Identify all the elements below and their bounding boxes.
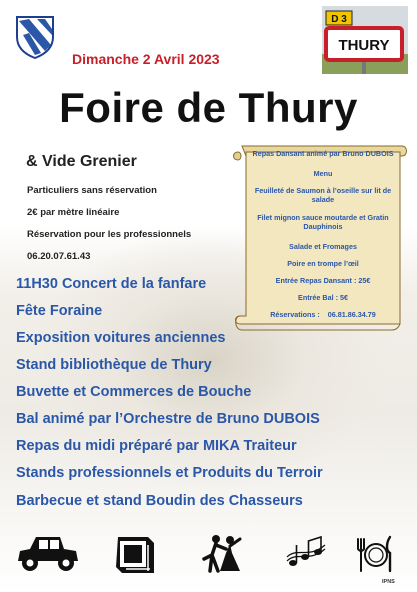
activity-item: Barbecue et stand Boudin des Chasseurs bbox=[16, 493, 303, 509]
vintage-car-icon bbox=[14, 533, 82, 575]
subtitle: & Vide Grenier bbox=[26, 153, 137, 170]
ipns-credit: IPNS bbox=[382, 579, 395, 585]
music-notes-icon bbox=[283, 533, 329, 575]
menu-price-repas: Entrée Repas Dansant : 25€ bbox=[275, 276, 371, 285]
coat-of-arms-icon bbox=[15, 15, 55, 59]
activity-item: Stands professionnels et Produits du Terroir bbox=[16, 465, 323, 481]
menu-dish: Salade et Fromages bbox=[289, 242, 357, 251]
reservations-label: Réservations : bbox=[270, 310, 320, 319]
activity-item: Repas du midi préparé par MIKA Traiteur bbox=[16, 438, 297, 454]
info-line: 2€ par mètre linéaire bbox=[27, 207, 120, 218]
cutlery-plate-icon bbox=[352, 533, 396, 575]
activity-item: Exposition voitures anciennes bbox=[16, 330, 226, 346]
menu-price-bal: Entrée Bal : 5€ bbox=[298, 293, 348, 302]
menu-scroll bbox=[232, 140, 410, 338]
menu-reservations bbox=[250, 310, 396, 319]
reservations-phone: 06.81.86.34.79 bbox=[327, 310, 376, 319]
menu-dish: Poire en trompe l’œil bbox=[287, 259, 359, 268]
menu-heading: Repas Dansant animé par Bruno DUBOIS bbox=[252, 149, 394, 158]
info-phone: 06.20.07.61.43 bbox=[27, 251, 91, 262]
event-date: Dimanche 2 Avril 2023 bbox=[72, 51, 220, 67]
menu-label: Menu bbox=[313, 169, 333, 178]
info-line: Réservation pour les professionnels bbox=[27, 229, 192, 240]
books-icon bbox=[112, 533, 158, 575]
dancers-icon bbox=[200, 533, 246, 575]
activity-item: Buvette et Commerces de Bouche bbox=[16, 384, 252, 400]
page-title: Foire de Thury bbox=[59, 84, 358, 131]
activity-item: Stand bibliothèque de Thury bbox=[16, 357, 212, 373]
town-sign-icon bbox=[322, 6, 408, 74]
activity-item: Fête Foraine bbox=[16, 303, 103, 319]
sign-town-label: THURY bbox=[338, 37, 390, 54]
activity-item: 11H30 Concert de la fanfare bbox=[16, 276, 207, 292]
sign-route-label: D 3 bbox=[331, 14, 347, 25]
menu-dish: Filet mignon sauce moutarde et Gratin Dauphinois bbox=[257, 213, 389, 231]
activity-item: Bal animé par l’Orchestre de Bruno DUBOIS bbox=[16, 411, 320, 427]
info-line: Particuliers sans réservation bbox=[27, 185, 157, 196]
menu-dish: Feuilleté de Saumon à l’oseille sur lit de salade bbox=[254, 186, 392, 204]
